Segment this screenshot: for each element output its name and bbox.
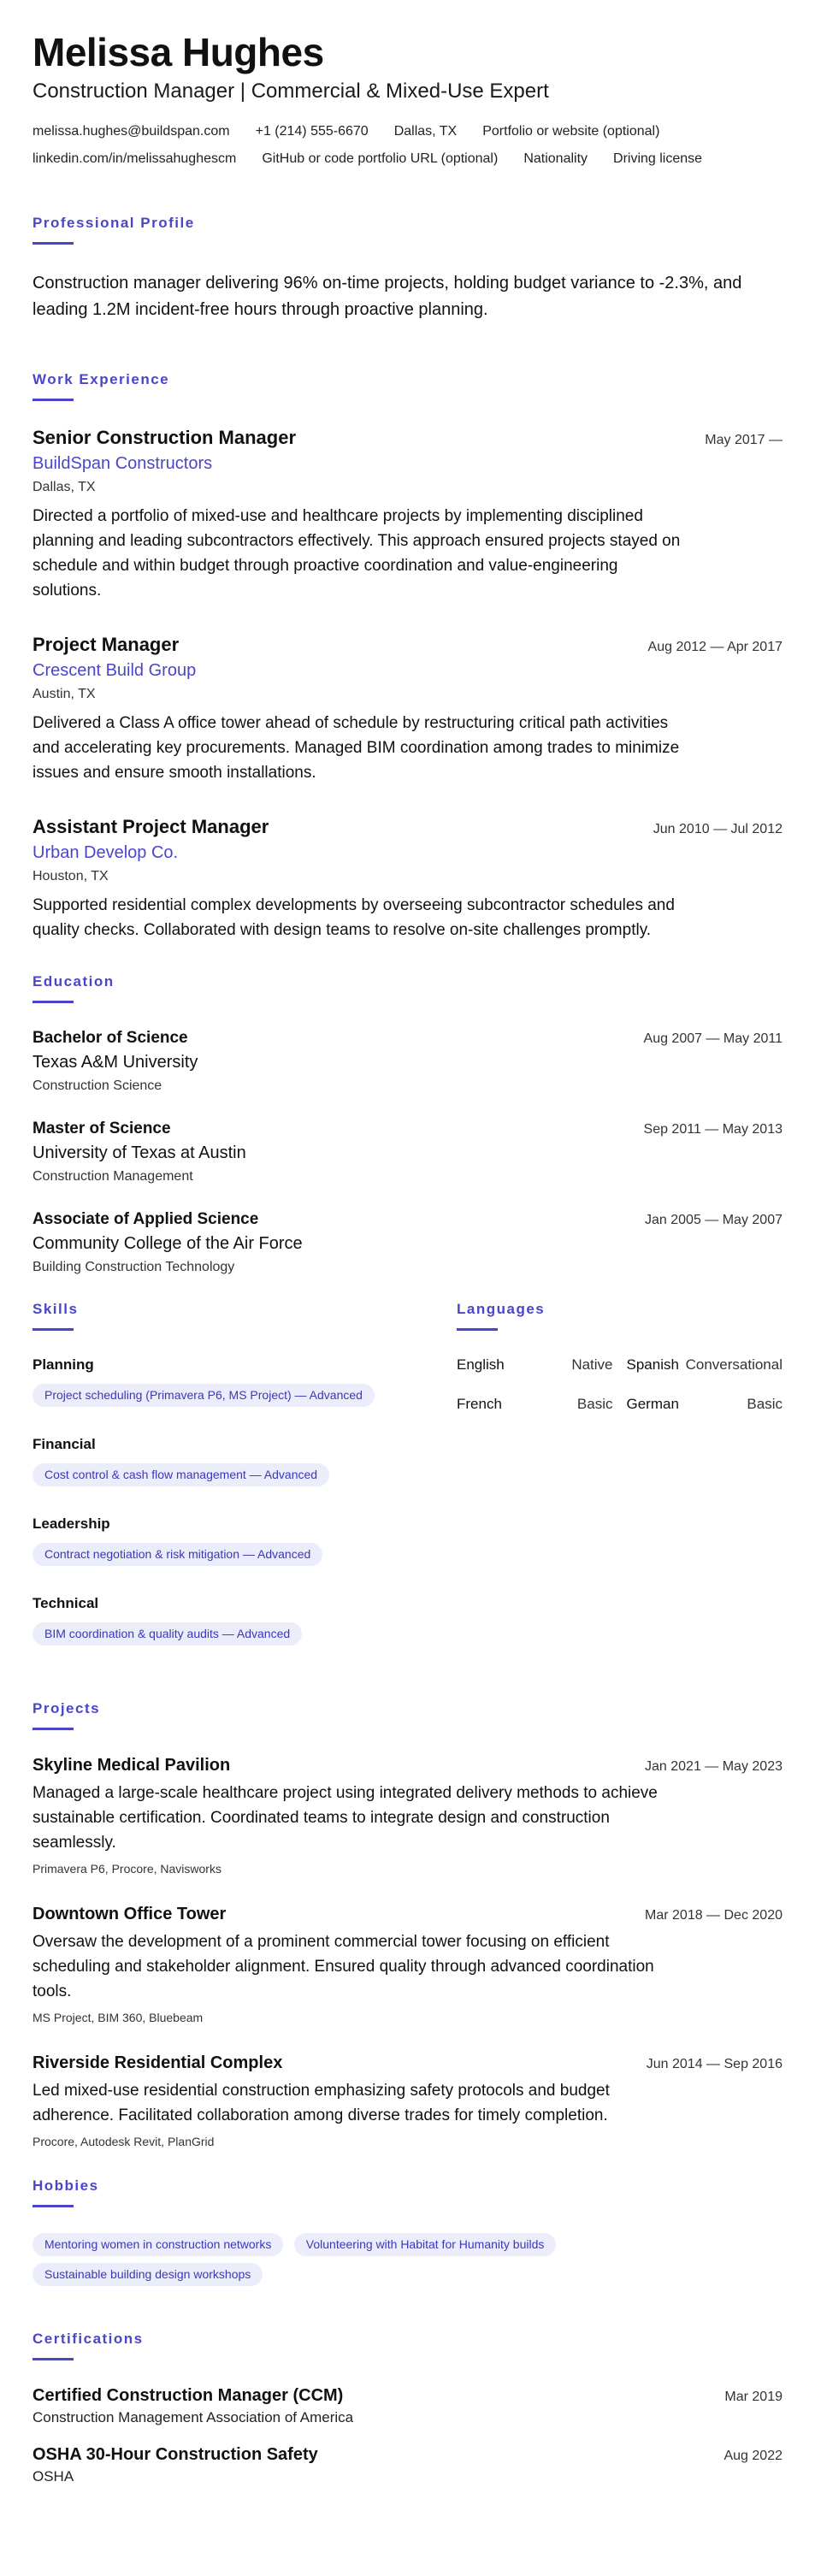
job-dates: Aug 2012 — Apr 2017 (647, 639, 783, 654)
job-entry (32, 427, 783, 603)
language-item (457, 1396, 613, 1413)
section-divider (32, 242, 74, 245)
job-title: Assistant Project Manager (32, 815, 269, 837)
job-description: Supported residential complex developments by overseeing subcontractor schedules and quality checks. Collaborated with design teams to resolve on-site challenges promptly. (32, 895, 675, 939)
hobbies-section (32, 2177, 783, 2293)
section-divider (32, 2358, 74, 2360)
certifications-section (32, 2331, 783, 2485)
job-company: Crescent Build Group (32, 660, 197, 680)
job-location: Houston, TX (32, 868, 109, 883)
project-dates: Mar 2018 — Dec 2020 (645, 1907, 783, 1923)
job-dates: May 2017 — (705, 432, 783, 447)
job-company: BuildSpan Constructors (32, 453, 213, 473)
contact-linkedin[interactable]: linkedin.com/in/melissahughescm (32, 151, 237, 166)
school: University of Texas at Austin (32, 1143, 246, 1162)
certification-entry (32, 2445, 783, 2485)
job-dates: Jun 2010 — Jul 2012 (653, 821, 783, 836)
project-tools: MS Project, BIM 360, Bluebeam (32, 2010, 204, 2024)
profile-summary: Construction manager delivering 96% on-time projects, holding budget variance to -2.3%, and leading 1.2M incident-free hours through proactive planning. (32, 273, 742, 319)
skill-group (32, 1515, 422, 1573)
language-name: English (457, 1356, 505, 1373)
section-divider (32, 1001, 74, 1003)
contact-github[interactable]: GitHub or code portfolio URL (optional) (262, 151, 499, 166)
project-entry (32, 2053, 783, 2148)
resume-header (32, 31, 783, 167)
languages-section (457, 1301, 783, 1675)
job-description: Directed a portfolio of mixed-use and healthcare projects by implementing disciplined planning and leading subcontractors effectively. This approach ensured projects stayed on schedule and within budget through proactive coordination and value-engineering solutions. (32, 506, 681, 600)
contact-list (32, 124, 783, 167)
profile-section (32, 215, 783, 323)
skills-section (32, 1301, 422, 1675)
section-divider (32, 2205, 74, 2207)
contact-driving-license: Driving license (613, 151, 703, 166)
projects-section (32, 1700, 783, 2148)
language-level: Basic (576, 1395, 613, 1412)
project-tools: Procore, Autodesk Revit, PlanGrid (32, 2134, 215, 2148)
certification-issuer: OSHA (32, 2467, 74, 2484)
project-entry (32, 1905, 783, 2024)
contact-location: Dallas, TX (393, 123, 458, 139)
section-divider (457, 1328, 498, 1331)
language-level: Conversational (685, 1356, 783, 1373)
certification-entry (32, 2386, 783, 2426)
project-description: Oversaw the development of a prominent commercial tower focusing on efficient scheduling and stakeholder alignment. Ensured quality through advanced coordination tools. (32, 1932, 654, 2000)
skill-category: Planning (32, 1356, 94, 1373)
project-title: Downtown Office Tower (32, 1904, 227, 1923)
section-divider (32, 399, 74, 401)
skill-chip: Cost control & cash flow management — Advanced (32, 1463, 329, 1486)
contact-phone[interactable]: +1 (214) 555-6670 (255, 123, 369, 139)
degree: Bachelor of Science (32, 1028, 188, 1047)
project-tools: Primavera P6, Procore, Navisworks (32, 1861, 221, 1876)
language-item (627, 1396, 783, 1413)
section-title: Projects (32, 1699, 101, 1716)
job-entry (32, 816, 783, 942)
education-dates: Sep 2011 — May 2013 (643, 1121, 783, 1137)
education-dates: Aug 2007 — May 2011 (643, 1031, 783, 1046)
degree: Master of Science (32, 1119, 171, 1137)
field-of-study: Construction Science (32, 1078, 162, 1093)
section-title: Education (32, 972, 115, 990)
field-of-study: Building Construction Technology (32, 1259, 235, 1274)
contact-portfolio[interactable]: Portfolio or website (optional) (482, 123, 660, 139)
skill-chip: BIM coordination & quality audits — Advanced (32, 1622, 302, 1645)
section-divider (32, 1728, 74, 1730)
job-location: Austin, TX (32, 686, 96, 701)
job-entry (32, 634, 783, 785)
candidate-name: Melissa Hughes (32, 30, 324, 74)
contact-email[interactable]: melissa.hughes@buildspan.com (32, 123, 230, 139)
certification-date: Aug 2022 (723, 2448, 783, 2463)
language-name: Spanish (626, 1356, 679, 1373)
skill-chip: Contract negotiation & risk mitigation — Advanced (32, 1543, 322, 1566)
language-level: Basic (747, 1395, 783, 1412)
project-description: Led mixed-use residential construction emphasizing safety protocols and budget adherence. Facilitated collaboration among diverse trades for timely completion. (32, 2081, 610, 2124)
experience-section (32, 371, 783, 942)
section-title: Certifications (32, 2330, 144, 2347)
job-company: Urban Develop Co. (32, 842, 179, 862)
education-dates: Jan 2005 — May 2007 (645, 1212, 783, 1227)
hobby-chip: Volunteering with Habitat for Humanity builds (294, 2233, 557, 2256)
language-name: French (457, 1395, 502, 1412)
field-of-study: Construction Management (32, 1168, 193, 1184)
skill-group (32, 1436, 422, 1493)
education-section (32, 973, 783, 1275)
project-entry (32, 1756, 783, 1876)
project-dates: Jan 2021 — May 2023 (645, 1758, 783, 1774)
certification-issuer: Construction Management Association of America (32, 2408, 354, 2425)
education-entry (32, 1120, 783, 1185)
section-title: Hobbies (32, 2177, 99, 2194)
job-description: Delivered a Class A office tower ahead of schedule by restructuring critical path activities and accelerating key procurements. Managed BIM coordination among trades to minimize issues and ensure smooth installations. (32, 713, 680, 782)
language-level: Native (571, 1356, 613, 1373)
skill-category: Financial (32, 1435, 96, 1452)
job-title: Project Manager (32, 633, 180, 655)
job-title: Senior Construction Manager (32, 426, 297, 448)
degree: Associate of Applied Science (32, 1209, 259, 1228)
skill-group (32, 1356, 422, 1414)
contact-nationality: Nationality (523, 151, 588, 166)
language-item (457, 1356, 613, 1374)
certification-date: Mar 2019 (724, 2389, 783, 2404)
skill-chip: Project scheduling (Primavera P6, MS Project) — Advanced (32, 1384, 375, 1407)
hobby-list (32, 2233, 682, 2293)
section-divider (32, 1328, 74, 1331)
section-title: Professional Profile (32, 214, 195, 231)
language-item (627, 1356, 783, 1374)
job-location: Dallas, TX (32, 479, 96, 494)
certification-title: OSHA 30-Hour Construction Safety (32, 2444, 318, 2464)
skills-languages-row (32, 1301, 783, 1675)
project-title: Riverside Residential Complex (32, 2053, 283, 2072)
skill-category: Leadership (32, 1515, 110, 1532)
school: Texas A&M University (32, 1052, 198, 1072)
language-list (457, 1356, 783, 1413)
section-title: Languages (457, 1300, 546, 1317)
education-entry (32, 1029, 783, 1094)
school: Community College of the Air Force (32, 1233, 303, 1253)
project-description: Managed a large-scale healthcare project using integrated delivery methods to achieve sustainable certification. Coordinated teams to integrate design and construction seamlessly. (32, 1783, 658, 1852)
education-entry (32, 1210, 783, 1275)
skill-group (32, 1595, 422, 1652)
project-title: Skyline Medical Pavilion (32, 1755, 231, 1775)
candidate-headline: Construction Manager | Commercial & Mixed-Use Expert (32, 79, 549, 103)
language-name: German (626, 1395, 679, 1412)
hobby-chip: Sustainable building design workshops (32, 2263, 263, 2286)
project-dates: Jun 2014 — Sep 2016 (646, 2056, 783, 2071)
hobby-chip: Mentoring women in construction networks (32, 2233, 283, 2256)
certification-title: Certified Construction Manager (CCM) (32, 2385, 344, 2405)
section-title: Skills (32, 1300, 79, 1317)
section-title: Work Experience (32, 370, 170, 387)
skill-category: Technical (32, 1594, 99, 1611)
